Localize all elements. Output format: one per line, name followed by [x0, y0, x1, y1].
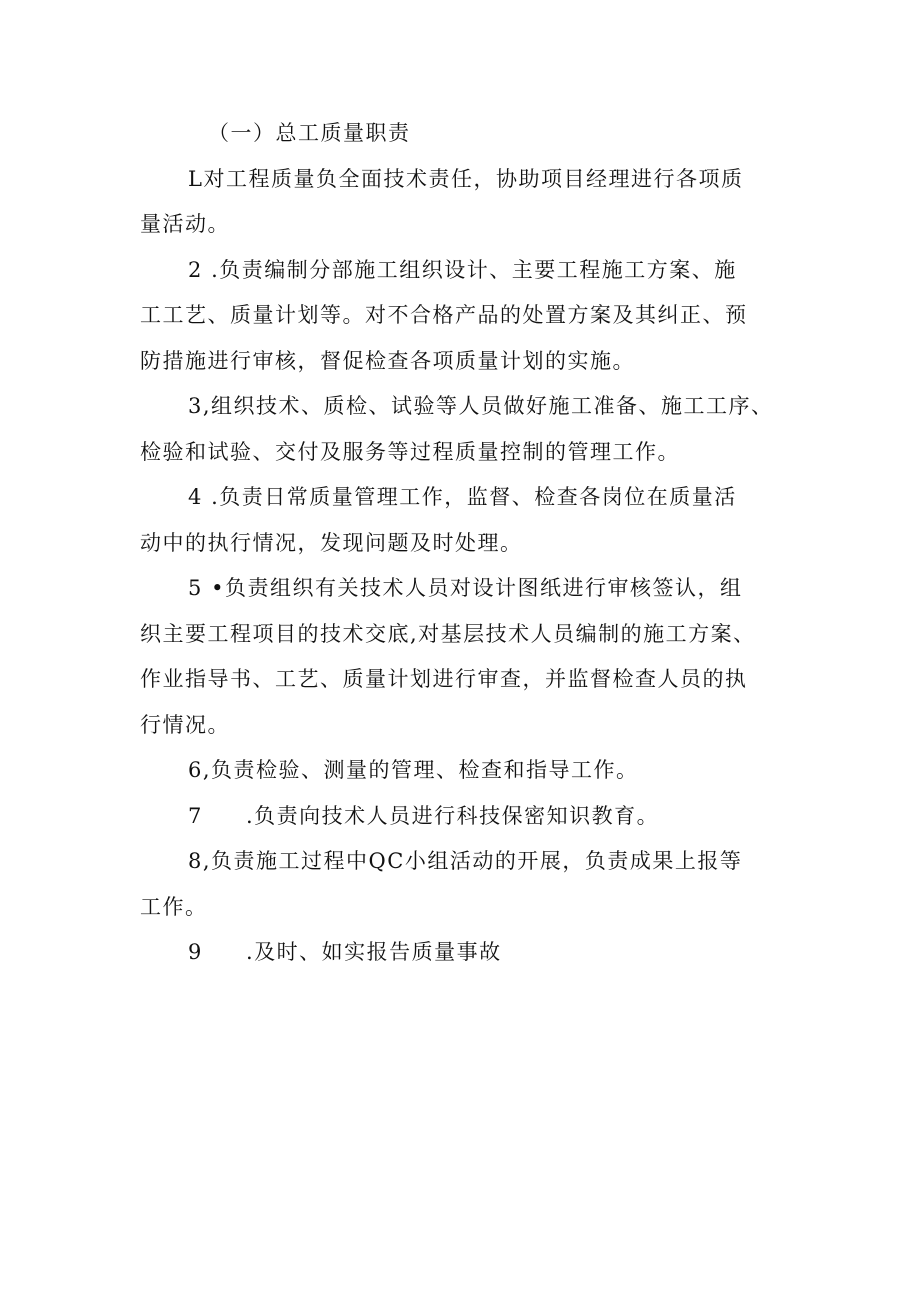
duty-item-2	[140, 248, 780, 385]
paragraph-line: 织主要工程项目的技术交底,对基层技术人员编制的施工方案、	[140, 621, 756, 646]
duty-item-3	[140, 384, 780, 475]
paragraph-line: 3,组织技术、质检、试验等人员做好施工准备、施工工序、	[188, 394, 774, 418]
paragraph-line: 检验和试验、交付及服务等过程质量控制的管理工作。	[140, 439, 680, 464]
paragraph-line: 工工艺、质量计划等。对不合格产品的处置方案及其纠正、预	[140, 303, 748, 327]
paragraph-line: 量活动。	[140, 212, 230, 236]
item-number: 2	[188, 257, 203, 282]
paragraph-line: 作业指导书、工艺、质量计划进行审查，并监督检查人员的执	[140, 667, 748, 691]
paragraph-line: 防措施进行审核，督促检查各项质量计划的实施。	[140, 348, 635, 373]
paragraph-line: 行情况。	[140, 712, 230, 737]
duty-item-8	[140, 839, 780, 930]
item-number: 5	[188, 576, 203, 600]
duty-item-5	[140, 566, 780, 748]
item-number: 7	[188, 803, 203, 828]
paragraph-line: 工作。	[140, 894, 208, 919]
paragraph-line: 6,负责检验、测量的管理、检查和指导工作。	[188, 758, 639, 782]
paragraph-line: L对工程质量负全面技术责任，协助项目经理进行各项质	[188, 166, 744, 191]
item-text: .负责向技术人员进行科技保密知识教育。	[246, 803, 660, 828]
item-number: 4	[188, 485, 203, 509]
paragraph-line: 8,负责施工过程中QC小组活动的开展，负责成果上报等	[188, 849, 743, 873]
paragraph-line	[140, 794, 780, 840]
duty-item-1	[140, 157, 780, 248]
item-text: .及时、如实报告质量事故	[246, 940, 502, 964]
duty-item-6	[140, 748, 780, 794]
duty-item-7	[140, 794, 780, 840]
section-heading: （一）总工质量职责	[208, 121, 411, 145]
duty-item-9	[140, 930, 780, 976]
item-text: .负责编制分部施工组织设计、主要工程施工方案、施	[211, 257, 737, 282]
paragraph-line	[140, 566, 780, 612]
paragraph-line: 动中的执行情况，发现问题及时处理。	[140, 530, 523, 555]
item-text: .负责日常质量管理工作，监督、检查各岗位在质量活	[211, 485, 737, 509]
paragraph-line	[140, 475, 780, 521]
item-number: 9	[188, 940, 203, 964]
item-text: •负责组织有关技术人员对设计图纸进行审核签认，组	[211, 576, 743, 600]
document-body	[140, 111, 780, 976]
paragraph-line	[140, 930, 780, 976]
paragraph-line	[140, 248, 780, 294]
duty-item-4	[140, 475, 780, 566]
